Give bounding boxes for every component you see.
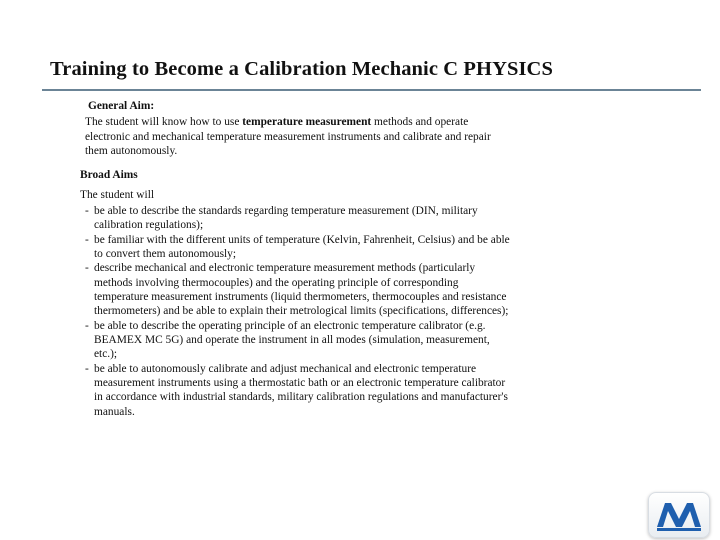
company-logo xyxy=(648,492,710,538)
general-aim-text xyxy=(85,115,515,159)
slide-title: Training to Become a Calibration Mechanic C PHYSICS xyxy=(50,58,553,80)
broad-aims-list xyxy=(85,204,515,419)
general-aim-heading: General Aim: xyxy=(88,100,155,112)
broad-aim-item: - be able to describe the standards regarding temperature measurement (DIN, military calibration regulations); xyxy=(85,204,515,233)
broad-aim-item: - be able to describe the operating principle of an electronic temperature calibrator (e.g. BEAMEX MC 5G) and operate the instrument in all modes (simulation, measurement, etc.); xyxy=(85,319,515,362)
broad-aims-intro: The student will xyxy=(80,189,155,201)
broad-aim-item: - be able to autonomously calibrate and adjust mechanical and electronic temperature measurement instruments using a thermostatic bath or an electronic temperature calibrator in accordance with industrial standards, military calibration regulations and manufacturer's manuals. xyxy=(85,362,515,419)
general-aim-text-emphasis: temperature measurement xyxy=(242,116,372,128)
general-aim-text-start: The student will know how to use xyxy=(85,116,243,128)
broad-aim-item: - describe mechanical and electronic temperature measurement methods (particularly methods involving thermocouples) and the operating principle of corresponding temperature measurement instruments (liquid thermometers, thermocouples and resistance thermometers) and be able to explain their metrological limits (specifications, differences); xyxy=(85,261,515,318)
general-aim-text-end: methods and operate electronic and mechanical temperature measurement instruments and calibrate and repair them autonomously. xyxy=(85,116,491,158)
broad-aim-item: - be familiar with the different units of temperature (Kelvin, Fahrenheit, Celsius) and be able to convert them autonomously; xyxy=(85,233,515,262)
broad-aims-heading: Broad Aims xyxy=(80,169,138,181)
title-divider xyxy=(42,89,701,91)
logo-mark-icon xyxy=(655,497,703,533)
